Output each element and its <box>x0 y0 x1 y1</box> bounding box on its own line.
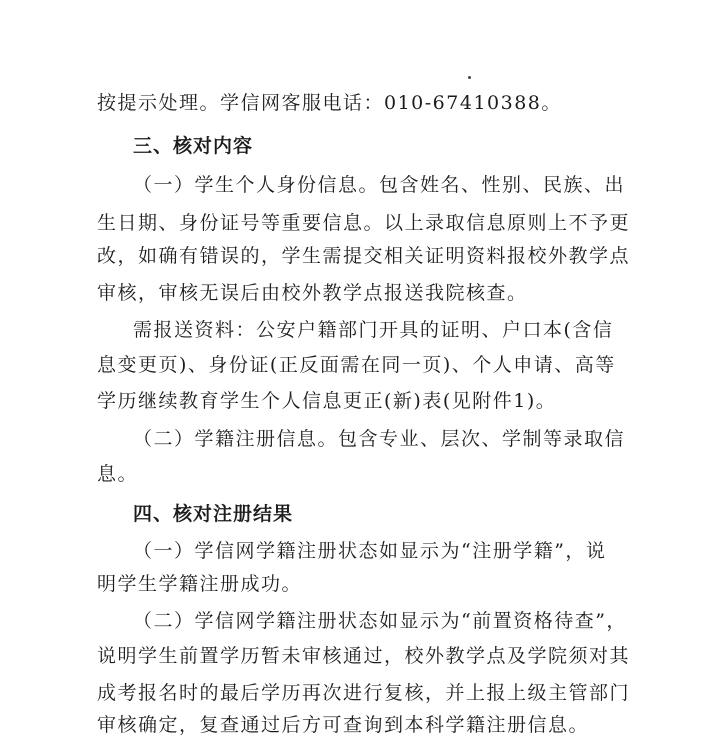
text-line-6: 审核，审核无误后由校外教学点报送我院核查。 <box>97 282 528 304</box>
text-line-9: 学历继续教育学生个人信息更正(新)表(见附件1)。 <box>97 390 557 412</box>
text-line-17: 成考报名时的最后学历再次进行复核，并上报上级主管部门 <box>97 682 631 704</box>
text-line-8: 息变更页)、身份证(正反面需在同一页)、个人申请、高等 <box>97 354 616 376</box>
text-line-10: （二）学籍注册信息。包含专业、层次、学制等录取信 <box>133 428 626 450</box>
text-line-16: 说明学生前置学历暂未审核通过，校外教学点及学院须对其 <box>97 645 631 667</box>
section-heading-4: 四、核对注册结果 <box>133 503 294 525</box>
text-line-15: （二）学信网学籍注册状态如显示为“前置资格待查”， <box>133 610 627 632</box>
scan-speck <box>468 76 471 79</box>
text-line-4: 生日期、身份证号等重要信息。以上录取信息原则上不予更 <box>97 212 631 234</box>
text-line-7: 需报送资料：公安户籍部门开具的证明、户口本(含信 <box>133 319 614 341</box>
text-line-5: 改，如确有错误的，学生需提交相关证明资料报校外教学点 <box>97 245 631 267</box>
text-line-1: 按提示处理。学信网客服电话：010-67410388。 <box>97 92 562 114</box>
text-line-14: 明学生学籍注册成功。 <box>97 573 303 595</box>
text-line-3: （一）学生个人身份信息。包含姓名、性别、民族、出 <box>133 174 626 196</box>
text-line-13: （一）学信网学籍注册状态如显示为“注册学籍”，说 <box>133 540 607 562</box>
section-heading-3: 三、核对内容 <box>133 135 254 157</box>
text-line-18: 审核确定，复查通过后方可查询到本科学籍注册信息。 <box>97 714 590 736</box>
text-line-11: 息。 <box>97 463 139 485</box>
